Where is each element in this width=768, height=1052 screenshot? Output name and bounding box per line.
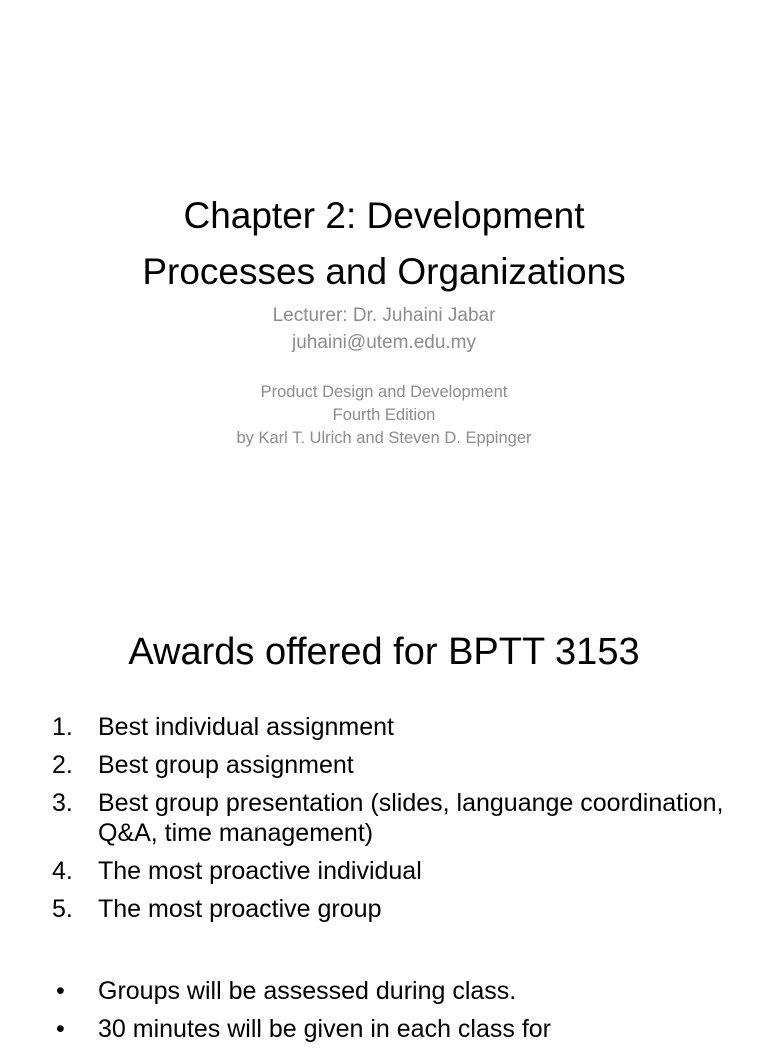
- award-item: [52, 894, 742, 924]
- lecturer-name: Lecturer: Dr. Juhaini Jabar: [272, 305, 496, 326]
- award-text: Best group presentation (slides, languange coordination, Q&A, time management): [98, 789, 724, 847]
- lecturer-email: juhaini@utem.edu.my: [291, 332, 477, 353]
- award-item: [52, 712, 742, 742]
- award-item: [52, 750, 742, 780]
- award-number: 1.: [52, 713, 73, 741]
- award-item: [52, 856, 742, 886]
- book-title: Product Design and Development: [260, 383, 508, 401]
- book-edition: Fourth Edition: [332, 406, 436, 424]
- award-number: 5.: [52, 895, 73, 923]
- chapter-title-line-1: Chapter 2: Development: [183, 195, 585, 236]
- bullet-icon: •: [56, 977, 65, 1005]
- award-text: Best group assignment: [98, 751, 354, 779]
- awards-list: [52, 712, 742, 932]
- chapter-title-line-2: Processes and Organizations: [142, 251, 626, 292]
- note-item: [52, 976, 742, 1006]
- note-item: [52, 1014, 742, 1044]
- note-text: 30 minutes will be given in each class for: [98, 1015, 552, 1043]
- award-number: 4.: [52, 857, 73, 885]
- book-authors: by Karl T. Ulrich and Steven D. Eppinger: [236, 429, 532, 447]
- award-text: The most proactive group: [98, 895, 382, 923]
- bullet-icon: •: [56, 1015, 65, 1043]
- award-number: 3.: [52, 789, 73, 817]
- award-item: [52, 788, 742, 848]
- awards-title: Awards offered for BPTT 3153: [128, 631, 640, 673]
- award-text: Best individual assignment: [98, 713, 394, 741]
- note-text: Groups will be assessed during class.: [98, 977, 517, 1005]
- notes-list: [52, 976, 742, 1052]
- chapter-title: [0, 188, 768, 300]
- awards-slide: [0, 576, 768, 1043]
- award-text: The most proactive individual: [98, 857, 422, 885]
- award-number: 2.: [52, 751, 73, 779]
